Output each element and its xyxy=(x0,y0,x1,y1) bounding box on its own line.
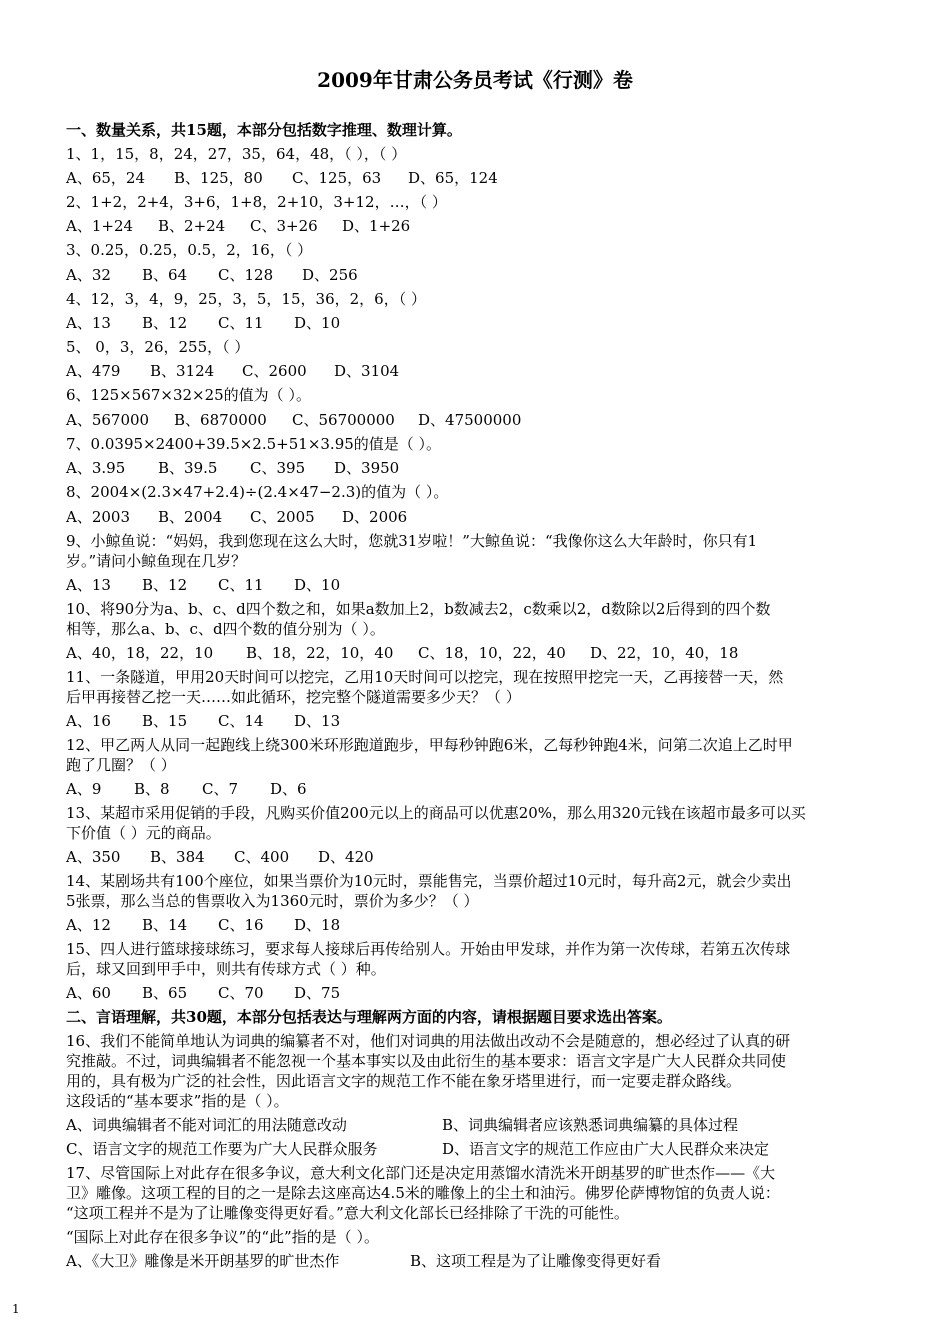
q9-option-c: C、11 xyxy=(218,576,264,594)
q16-option-d: D、语言文字的规范工作应由广大人民群众来决定 xyxy=(442,1140,770,1158)
q14-option-b: B、14 xyxy=(142,916,188,934)
q16-options-row1 xyxy=(66,1115,738,1135)
q9-option-a: A、13 xyxy=(66,576,111,594)
q12-stem-line2: 跑了几圈？（ ） xyxy=(66,756,176,774)
section2-heading: 二、言语理解，共30题，本部分包括表达与理解两方面的内容，请根据题目要求选出答案。 xyxy=(66,1008,672,1026)
q16-stem-line3: 用的，具有极为广泛的社会性，因此语言文字的规范工作不能在象牙塔里进行，而一定要走群众路线。 xyxy=(66,1072,742,1090)
q2-options xyxy=(66,216,410,236)
q13-option-c: C、400 xyxy=(234,848,290,866)
q12-option-b: B、8 xyxy=(134,780,170,798)
q13-option-a: A、350 xyxy=(66,848,121,866)
q13-stem-line1: 13、某超市采用促销的手段，凡购买价值200元以上的商品可以优惠20%，那么用320元钱在该超市最多可以买 xyxy=(66,804,806,822)
q6-option-b: B、6870000 xyxy=(174,411,267,429)
q7-option-a: A、3.95 xyxy=(66,459,126,477)
q2-option-d: D、1+26 xyxy=(342,217,411,235)
page-number: 1 xyxy=(12,1302,20,1316)
q5-option-c: C、2600 xyxy=(242,362,307,380)
q4-stem: 4、12，3，4，9，25，3，5，15，36，2，6，（ ） xyxy=(66,290,426,308)
q15-option-a: A、60 xyxy=(66,984,111,1002)
q4-option-a: A、13 xyxy=(66,314,111,332)
q14-stem-line2: 5张票，那么当总的售票收入为1360元时，票价为多少？（ ） xyxy=(66,892,479,910)
q15-option-b: B、65 xyxy=(142,984,188,1002)
q17-question: “国际上对此存在很多争议”的“此”指的是（ ）。 xyxy=(66,1228,379,1246)
q7-stem: 7、0.0395×2400+39.5×2.5+51×3.95的值是（ ）。 xyxy=(66,435,442,453)
q5-option-b: B、3124 xyxy=(150,362,215,380)
q9-option-b: B、12 xyxy=(142,576,188,594)
q11-stem-line2: 后甲再接替乙挖一天……如此循环，挖完整个隧道需要多少天？（ ） xyxy=(66,688,521,706)
q15-stem-line1: 15、四人进行篮球接球练习，要求每人接球后再传给别人。开始由甲发球，并作为第一次传球，若第五次传球 xyxy=(66,940,791,958)
document-title: 2009年甘肃公务员考试《行测》卷 xyxy=(317,68,633,92)
q11-option-b: B、15 xyxy=(142,712,188,730)
q6-stem: 6、125×567×32×25的值为（ ）。 xyxy=(66,386,311,404)
q8-stem: 8、2004×(2.3×47+2.4)÷(2.4×47−2.3)的值为（ ）。 xyxy=(66,483,449,501)
q4-option-d: D、10 xyxy=(294,314,341,332)
q1-option-c: C、125，63 xyxy=(292,169,382,187)
q5-option-a: A、479 xyxy=(66,362,121,380)
q11-stem-line1: 11、一条隧道，甲用20天时间可以挖完，乙用10天时间可以挖完，现在按照甲挖完一天，乙再接替一天，然 xyxy=(66,668,784,686)
q14-option-c: C、16 xyxy=(218,916,264,934)
q11-options xyxy=(66,711,340,731)
q10-stem-line2: 相等，那么a、b、c、d四个数的值分别为（ ）。 xyxy=(66,620,385,638)
section1-heading: 一、数量关系，共15题，本部分包括数字推理、数理计算。 xyxy=(66,121,462,139)
q9-option-d: D、10 xyxy=(294,576,341,594)
q16-options-row2 xyxy=(66,1139,769,1159)
q16-stem-line1: 16、我们不能简单地认为词典的编纂者不对，他们对词典的用法做出改动不会是随意的，想必经过了认真的研 xyxy=(66,1032,791,1050)
q17-stem-line2: 卫》雕像。这项工程的目的之一是除去这座高达4.5米的雕像上的尘土和油污。佛罗伦萨博物馆的负责人说： xyxy=(66,1184,780,1202)
q8-options xyxy=(66,507,407,527)
q14-option-a: A、12 xyxy=(66,916,111,934)
q4-options xyxy=(66,313,340,333)
q13-option-d: D、420 xyxy=(318,848,374,866)
q12-options xyxy=(66,779,307,799)
q17-stem-line1: 17、尽管国际上对此存在很多争议，意大利文化部门还是决定用蒸馏水清洗米开朗基罗的旷世杰作——《大 xyxy=(66,1164,776,1182)
q6-option-d: D、47500000 xyxy=(418,411,522,429)
q17-options-row1 xyxy=(66,1251,661,1271)
q2-option-a: A、1+24 xyxy=(66,217,134,235)
q3-stem: 3、0.25，0.25，0.5，2，16，（ ） xyxy=(66,241,313,259)
q10-option-b: B、18，22，10，40 xyxy=(246,644,394,662)
q3-options xyxy=(66,265,358,285)
q8-option-a: A、2003 xyxy=(66,508,131,526)
q11-option-c: C、14 xyxy=(218,712,264,730)
q3-option-c: C、128 xyxy=(218,266,274,284)
q15-option-d: D、75 xyxy=(294,984,341,1002)
q2-option-b: B、2+24 xyxy=(158,217,226,235)
q1-options xyxy=(66,168,498,188)
q6-option-c: C、56700000 xyxy=(292,411,395,429)
q4-option-b: B、12 xyxy=(142,314,188,332)
q17-option-a: A、《大卫》雕像是米开朗基罗的旷世杰作 xyxy=(66,1252,340,1270)
q12-option-d: D、6 xyxy=(270,780,307,798)
q5-stem: 5、 0，3，26，255，（ ） xyxy=(66,338,250,356)
q1-stem: 1、1，15，8，24，27，35，64，48，（ ），（ ） xyxy=(66,145,407,163)
q11-option-a: A、16 xyxy=(66,712,111,730)
q5-option-d: D、3104 xyxy=(334,362,400,380)
q9-stem-line2: 岁。”请问小鲸鱼现在几岁？ xyxy=(66,552,247,570)
q1-option-a: A、65，24 xyxy=(66,169,146,187)
q16-option-c: C、语言文字的规范工作要为广大人民群众服务 xyxy=(66,1140,378,1158)
q16-question: 这段话的“基本要求”指的是（ ）。 xyxy=(66,1092,289,1110)
q1-option-b: B、125，80 xyxy=(174,169,263,187)
q14-option-d: D、18 xyxy=(294,916,341,934)
q1-option-d: D、65，124 xyxy=(408,169,498,187)
q7-option-c: C、395 xyxy=(250,459,306,477)
q6-option-a: A、567000 xyxy=(66,411,150,429)
q11-option-d: D、13 xyxy=(294,712,341,730)
q7-option-b: B、39.5 xyxy=(158,459,218,477)
q15-options xyxy=(66,983,340,1003)
q13-stem-line2: 下价值（ ）元的商品。 xyxy=(66,824,221,842)
q2-stem: 2、1+2，2+4，3+6，1+8，2+10，3+12，…，（ ） xyxy=(66,193,447,211)
q12-option-a: A、9 xyxy=(66,780,102,798)
q2-option-c: C、3+26 xyxy=(250,217,318,235)
q14-options xyxy=(66,915,340,935)
q16-stem-line2: 究推敲。不过，词典编辑者不能忽视一个基本事实以及由此衍生的基本要求：语言文字是广大人民群众共同使 xyxy=(66,1052,787,1070)
q10-option-d: D、22，10，40，18 xyxy=(590,644,739,662)
q16-option-a: A、词典编辑者不能对词汇的用法随意改动 xyxy=(66,1116,347,1134)
q8-option-c: C、2005 xyxy=(250,508,315,526)
q3-option-b: B、64 xyxy=(142,266,188,284)
q17-option-b: B、这项工程是为了让雕像变得更好看 xyxy=(410,1252,662,1270)
q9-stem-line1: 9、小鲸鱼说：“妈妈，我到您现在这么大时，您就31岁啦！”大鲸鱼说：“我像你这么大年龄时，你只有1 xyxy=(66,532,758,550)
q13-options xyxy=(66,847,374,867)
q3-option-a: A、32 xyxy=(66,266,111,284)
q4-option-c: C、11 xyxy=(218,314,264,332)
q3-option-d: D、256 xyxy=(302,266,358,284)
q9-options xyxy=(66,575,340,595)
q8-option-d: D、2006 xyxy=(342,508,408,526)
q15-option-c: C、70 xyxy=(218,984,264,1002)
q12-option-c: C、7 xyxy=(202,780,239,798)
q8-option-b: B、2004 xyxy=(158,508,223,526)
q12-stem-line1: 12、甲乙两人从同一起跑线上绕300米环形跑道跑步，甲每秒钟跑6米，乙每秒钟跑4米，问第二次追上乙时甲 xyxy=(66,736,793,754)
q10-option-c: C、18，10，22，40 xyxy=(418,644,566,662)
q15-stem-line2: 后，球又回到甲手中，则共有传球方式（ ）种。 xyxy=(66,960,386,978)
q6-options xyxy=(66,410,521,430)
q7-option-d: D、3950 xyxy=(334,459,400,477)
q7-options xyxy=(66,458,399,478)
q16-option-b: B、词典编辑者应该熟悉词典编纂的具体过程 xyxy=(442,1116,739,1134)
q17-stem-line3: “这项工程并不是为了让雕像变得更好看。”意大利文化部长已经排除了干洗的可能性。 xyxy=(66,1204,629,1222)
q13-option-b: B、384 xyxy=(150,848,205,866)
q10-stem-line1: 10、将90分为a、b、c、d四个数之和，如果a数加上2，b数减去2，c数乘以2，d数除以2后得到的四个数 xyxy=(66,600,771,618)
q10-option-a: A、40，18，22，10 xyxy=(66,644,214,662)
q10-options xyxy=(66,643,738,663)
q14-stem-line1: 14、某剧场共有100个座位，如果当票价为10元时，票能售完，当票价超过10元时，每升高2元，就会少卖出 xyxy=(66,872,792,890)
q5-options xyxy=(66,361,399,381)
